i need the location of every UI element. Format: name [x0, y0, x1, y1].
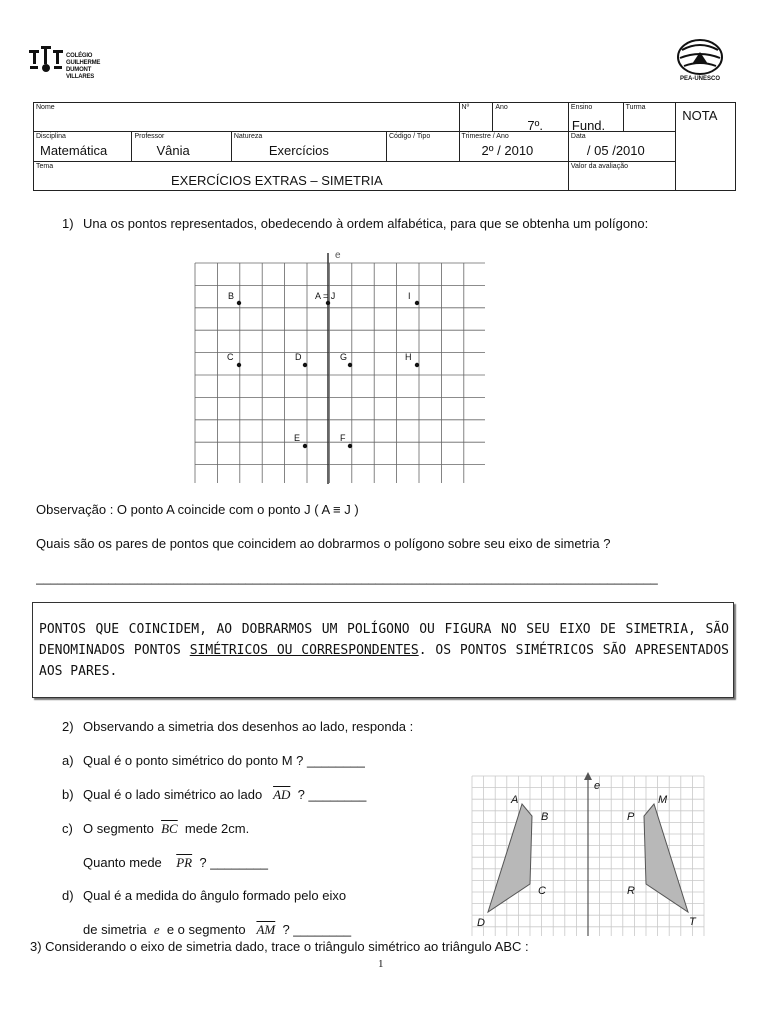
q1-grid-figure: [193, 248, 493, 488]
q2-label-p: P: [627, 811, 635, 823]
page-number: 1: [378, 958, 384, 970]
trimestre-value: 2º / 2010: [481, 143, 534, 159]
q2-intro: Observando a simetria dos desenhos ao lado, responda :: [83, 719, 414, 734]
disciplina-label: Disciplina: [36, 133, 66, 141]
q2-label-b: B: [541, 811, 549, 823]
q1-label-g: G: [340, 352, 348, 362]
q2-label-r: R: [627, 885, 635, 897]
q2-d2-segment: $\overline{AM}$: [256, 922, 276, 937]
q2-b-segment: $\overline{AD}$: [273, 787, 291, 802]
q1-label-e: E: [294, 433, 301, 443]
q2-c-text: O segmento: [83, 821, 154, 836]
q1-point-a: [326, 301, 330, 305]
disciplina-value: Matemática: [40, 143, 108, 159]
q1-label-f: F: [340, 433, 346, 443]
q1-label-d: D: [295, 352, 302, 362]
definition-underlined: SIMÉTRICOS OU CORRESPONDENTES: [189, 643, 419, 658]
data-value: / 05 /2010: [586, 143, 645, 159]
school-logo-text: COLÉGIO GUILHERME DUMONT VILLARES: [66, 53, 101, 80]
q2-quadrilateral-left: [488, 804, 532, 912]
turma-label: Turma: [625, 104, 646, 111]
q1-number: 1): [62, 216, 74, 231]
q1-label-c: C: [227, 352, 234, 362]
q1-point-g: [348, 363, 352, 367]
q2-d2-blank[interactable]: ? ________: [282, 922, 352, 937]
definition-text-part2: . OS PONTOS SIMÉTRICOS SÃO APRESENTADOS AOS PARES.: [39, 643, 729, 679]
q2-c2-text: Quanto mede: [83, 855, 162, 870]
q1-text: Una os pontos representados, obedecendo à ordem alfabética, para que se obtenha um polígono:: [83, 216, 649, 231]
q2-d-letter: d): [62, 888, 74, 903]
q1-point-f: [348, 444, 352, 448]
q2-d2-axis: e: [153, 922, 160, 937]
q2-c2-segment: $\overline{PR}$: [176, 855, 193, 870]
q2-d2-mid: e o segmento: [166, 922, 246, 937]
q1-point-c: [237, 363, 241, 367]
q1-observacao: Observação : O ponto A coincide com o ponto J ( A ≡ J ): [36, 502, 359, 517]
unesco-logo: [674, 38, 726, 86]
q2-d-text: Qual é a medida do ângulo formado pelo eixo: [83, 888, 347, 903]
q2-c-letter: c): [62, 821, 73, 836]
q2-d2-line: [83, 921, 351, 938]
q1-label-b: B: [228, 291, 235, 301]
q2-b-line: [83, 786, 366, 803]
q2-a-text: Qual é o ponto simétrico do ponto M ? ________: [83, 753, 365, 768]
q2-quadrilateral-right: [644, 804, 688, 912]
globe-icon: [674, 38, 726, 76]
natureza-label: Natureza: [233, 133, 263, 141]
q1-point-i: [415, 301, 419, 305]
q1-point-d: [303, 363, 307, 367]
q2-a-letter: a): [62, 753, 74, 768]
nome-label: Nome: [36, 104, 55, 111]
q1-label-h: H: [405, 352, 412, 362]
q1-point-e: [303, 444, 307, 448]
q1-point-h: [415, 363, 419, 367]
definition-text-part1: PONTOS QUE COINCIDEM, AO DOBRARMOS UM POLÍGONO OU FIGURA NO SEU EIXO DE SIMETRIA, SÃO DENOMINADOS PONTOS: [39, 622, 729, 658]
ano-label: Ano: [495, 104, 508, 111]
ensino-value: Fund.: [571, 118, 606, 133]
q1-axis-label: e: [335, 250, 341, 261]
q2-label-m: M: [658, 794, 668, 806]
ano-value: 7º.: [527, 118, 543, 133]
data-label: Data: [570, 133, 586, 141]
q2-b-letter: b): [62, 787, 74, 802]
unesco-label: PEA-UNESCO: [679, 76, 720, 82]
q1-label-i: I: [408, 291, 411, 301]
nota-label: NOTA: [682, 108, 718, 123]
school-logo: [28, 44, 108, 80]
codigo-label: Código / Tipo: [388, 133, 431, 141]
q2-c-text-post: mede 2cm.: [184, 821, 250, 836]
q1-answer-line[interactable]: ______________________________________________________________________________________: [36, 570, 658, 585]
q1-label-a: A = J: [315, 291, 336, 301]
q2-d2-text: de simetria: [83, 922, 147, 937]
tema-value: EXERCÍCIOS EXTRAS – SIMETRIA: [171, 172, 383, 188]
q2-number: 2): [62, 719, 74, 734]
definition-box: [32, 602, 734, 698]
q2-symmetry-figure: [470, 772, 706, 940]
professor-value: Vânia: [156, 143, 190, 159]
tema-label: Tema: [36, 162, 54, 170]
numero-label: Nº: [461, 104, 470, 111]
q2-c-segment: $\overline{BC}$: [161, 821, 178, 836]
q2-c2-blank[interactable]: ? ________: [199, 855, 269, 870]
header-table: [33, 102, 736, 191]
ensino-label: Ensino: [570, 104, 593, 111]
valor-label: Valor da avaliação: [570, 162, 628, 170]
natureza-value: Exercícios: [268, 143, 329, 159]
school-logo-icon: [28, 44, 64, 80]
q2-b-blank[interactable]: ? ________: [297, 787, 367, 802]
q2-axis-label: e: [594, 780, 601, 792]
q2-label-a: A: [511, 794, 519, 806]
q1-pergunta: Quais são os pares de pontos que coincidem ao dobrarmos o polígono sobre seu eixo de simetria ?: [36, 536, 611, 551]
professor-label: Professor: [134, 133, 165, 141]
q2-label-d: D: [477, 917, 485, 929]
q2-c-line: [83, 820, 249, 837]
trimestre-label: Trimestre / Ano: [461, 133, 509, 141]
q1-point-b: [237, 301, 241, 305]
q2-label-t: T: [689, 916, 696, 928]
q3-text: 3) Considerando o eixo de simetria dado, trace o triângulo simétrico ao triângulo ABC :: [30, 939, 529, 954]
q2-c2-line: [83, 854, 268, 871]
q2-b-text: Qual é o lado simétrico ao lado: [83, 787, 263, 802]
q2-label-c: C: [538, 885, 546, 897]
